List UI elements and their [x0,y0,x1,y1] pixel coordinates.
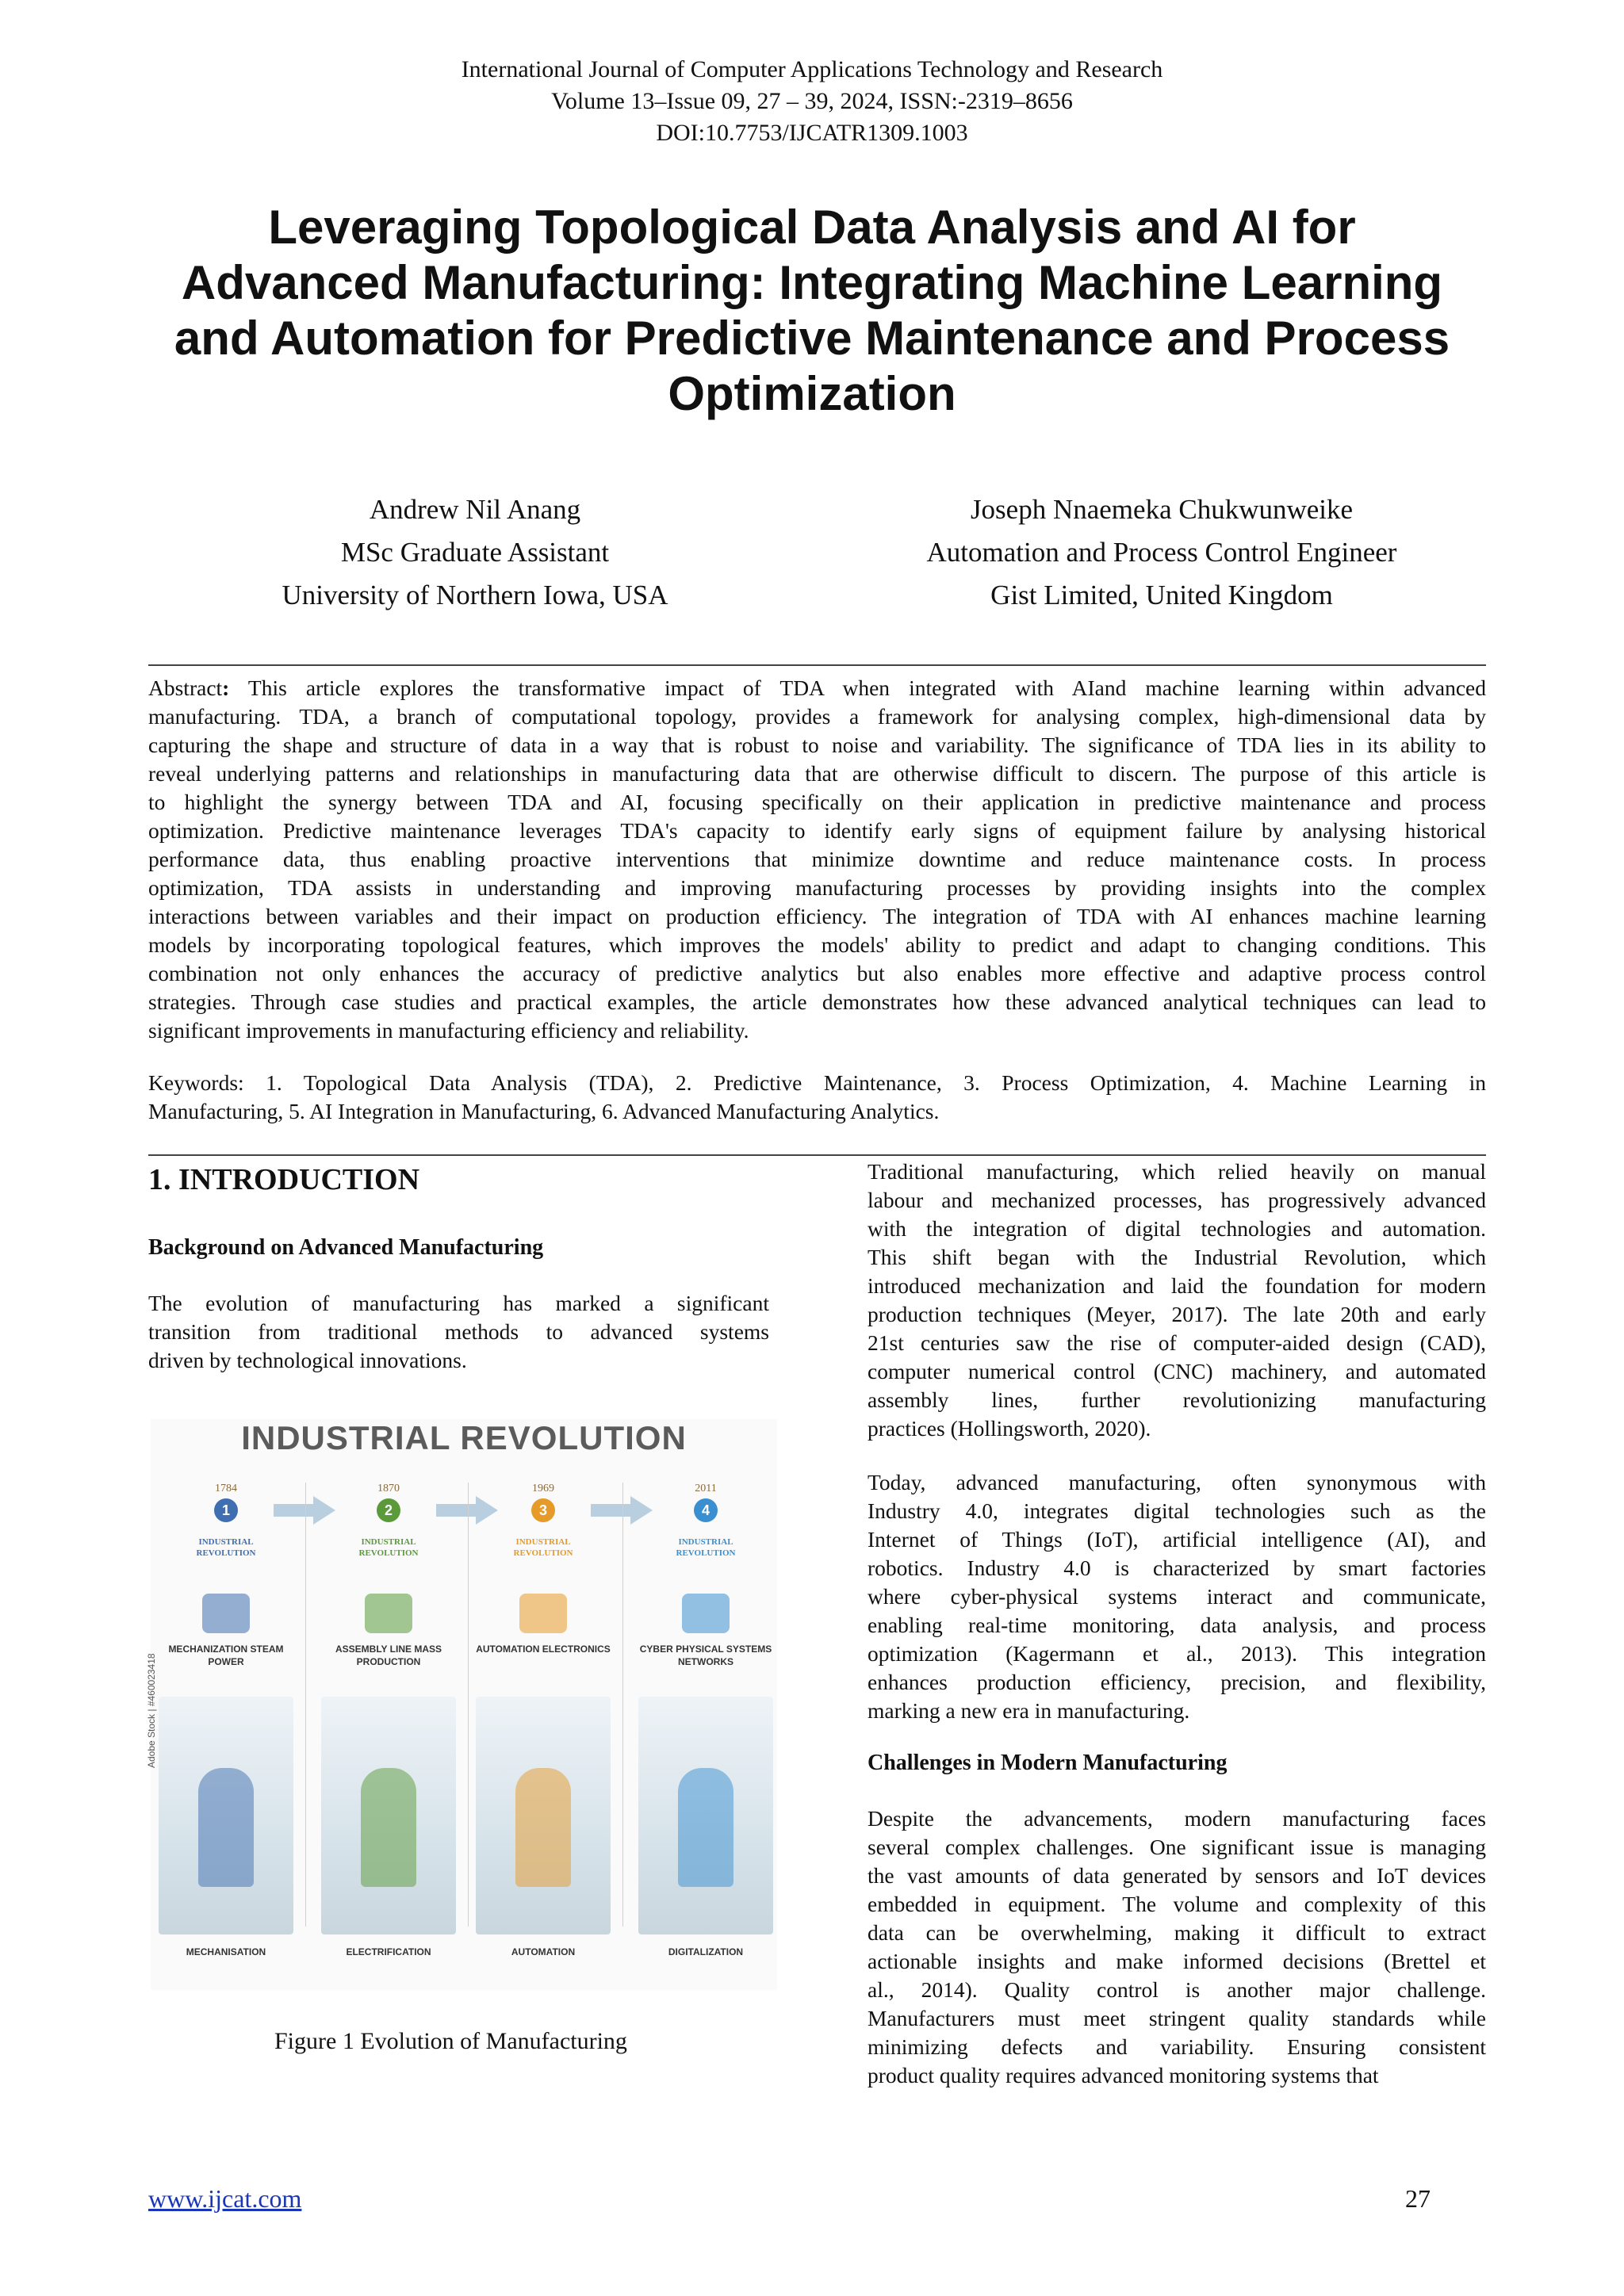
abstract-line: interactions between variables and their impact on production efficiency. The integration of TDA with AI enhances machine learning [148,904,1486,928]
text-line: introduced mechanization and laid the foundation for modern [868,1273,1486,1298]
text-line: Today, advanced manufacturing, often synonymous with [868,1470,1486,1494]
text-line: with the integration of digital technologies and automation. [868,1216,1486,1241]
stage-label: INDUSTRIAL REVOLUTION [358,1537,419,1558]
title-line: Advanced Manufacturing: Integrating Machine Learning [181,256,1443,309]
text-line: assembly lines, further revolutionizing manufacturing [868,1387,1486,1412]
stage-machine-icon [519,1594,567,1633]
stage-technology: MECHANIZATION STEAM POWER [168,1644,284,1667]
stage-number: 4 [694,1498,718,1522]
journal-name: International Journal of Computer Applications Technology and Research [461,56,1163,82]
figure-caption: Figure 1 Evolution of Manufacturing [274,2028,627,2054]
stage-divider [305,1483,306,1927]
text-line: 21st centuries saw the rise of computer-aided design (CAD), [868,1330,1486,1355]
keywords-line: Manufacturing, 5. AI Integration in Manufacturing, 6. Advanced Manufacturing Analytics. [148,1099,940,1123]
text-line: several complex challenges. One significant issue is managing [868,1835,1486,1859]
title-line: Optimization [668,367,956,420]
divider [148,1154,1486,1156]
stage-label: INDUSTRIAL REVOLUTION [513,1537,573,1558]
text-line: marking a new era in manufacturing. [868,1698,1190,1723]
subsection-heading: Background on Advanced Manufacturing [148,1235,544,1260]
author-affiliation: University of Northern Iowa, USA [282,580,668,610]
text-line: practices (Hollingsworth, 2020). [868,1416,1151,1441]
stage-number: 2 [377,1498,400,1522]
page-number: 27 [1405,2184,1431,2213]
text-line: enabling real-time monitoring, data analysis, and process [868,1613,1486,1637]
stage-figure-icon [678,1768,733,1887]
text-line: robotics. Industry 4.0 is characterized by smart factories [868,1556,1486,1580]
text-line: This shift began with the Industrial Revolution, which [868,1245,1486,1269]
divider [148,664,1486,666]
text-line: transition from traditional methods to advanced systems [148,1319,769,1344]
stage-number: 1 [214,1498,238,1522]
text-line: where cyber-physical systems interact and communicate, [868,1584,1486,1609]
author-affiliation: Gist Limited, United Kingdom [990,580,1333,610]
abstract-line: combination not only enhances the accuracy of predictive analytics but also enables more effective and adaptive process control [148,961,1486,985]
text-line: Despite the advancements, modern manufacturing faces [868,1806,1486,1831]
abstract-text: This article explores the transformative impact of TDA when integrated with AIand machine learning within advanced [229,675,1486,700]
stage-machine-icon [365,1594,412,1633]
abstract-line: models by incorporating topological features, which improves the models' ability to predict and adapt to changing conditions. This [148,932,1486,957]
text-line: Manufacturers must meet stringent quality standards while [868,2006,1486,2030]
author-block-1 [197,488,753,617]
stage-machine-icon [202,1594,250,1633]
stage-figure-icon [198,1768,254,1887]
stage-year: 1870 [377,1483,400,1494]
stage-machine-icon [682,1594,730,1633]
author-role: MSc Graduate Assistant [340,537,610,568]
stage-number: 3 [531,1498,555,1522]
stage-year: 1969 [532,1483,554,1494]
stage-scene-label: DIGITALIZATION [668,1946,744,1957]
text-line: optimization (Kagermann et al., 2013). This integration [868,1641,1486,1666]
abstract-line: significant improvements in manufacturing efficiency and reliability. [148,1018,749,1043]
abstract-label: Abstract [148,675,223,700]
text-line: production techniques (Meyer, 2017). The late 20th and early [868,1302,1486,1326]
stage-figure-icon [515,1768,571,1887]
doi: DOI:10.7753/IJCATR1309.1003 [656,120,968,146]
stage-divider [622,1483,623,1927]
figure-industrial-revolution [146,1419,777,1990]
title-line: Leveraging Topological Data Analysis and AI for [268,201,1356,254]
stage-technology: ASSEMBLY LINE MASS PRODUCTION [335,1644,442,1667]
stage-divider [468,1483,469,1927]
abstract-line: manufacturing. TDA, a branch of computational topology, provides a framework for analysing complex, high-dimensional data by [148,704,1486,729]
abstract-colon: : [222,675,230,700]
stage-label: INDUSTRIAL REVOLUTION [676,1537,736,1558]
text-line: actionable insights and make informed decisions (Brettel et [868,1949,1486,1973]
stage-label: INDUSTRIAL REVOLUTION [196,1537,256,1558]
text-line: embedded in equipment. The volume and complexity of this [868,1892,1486,1916]
text-line: enhances production efficiency, precision, and flexibility, [868,1670,1486,1694]
text-line: product quality requires advanced monitoring systems that [868,2063,1379,2087]
abstract-line: strategies. Through case studies and practical examples, the article demonstrates how these advanced analytical techniques can lead to [148,989,1486,1014]
figure-title: INDUSTRIAL REVOLUTION [241,1419,687,1456]
abstract-line: performance data, thus enabling proactive interventions that minimize downtime and reduce maintenance costs. In process [148,847,1486,871]
author-block-2 [884,488,1439,617]
text-line: driven by technological innovations. [148,1348,467,1372]
keywords-line: Keywords: 1. Topological Data Analysis (TDA), 2. Predictive Maintenance, 3. Process Optimization, 4. Machine Learning in [148,1070,1486,1095]
stage-year: 1784 [215,1483,237,1494]
stage-figure-icon [361,1768,416,1887]
stage-scene-label: AUTOMATION [511,1946,576,1957]
stage-technology: CYBER PHYSICAL SYSTEMS NETWORKS [639,1644,772,1667]
abstract-line [148,674,1486,702]
text-line: al., 2014). Quality control is another major challenge. [868,1977,1486,2002]
text-line: minimizing defects and variability. Ensuring consistent [868,2034,1486,2059]
abstract-line: to highlight the synergy between TDA and AI, focusing specifically on their application in predictive maintenance and process [148,790,1486,814]
text-line: the vast amounts of data generated by sensors and IoT devices [868,1863,1486,1888]
text-line: computer numerical control (CNC) machinery, and automated [868,1359,1486,1383]
author-name: Andrew Nil Anang [369,494,581,525]
stage-technology: AUTOMATION ELECTRONICS [476,1644,611,1655]
text-line: Traditional manufacturing, which relied heavily on manual [868,1159,1486,1184]
journal-link[interactable]: www.ijcat.com [148,2184,302,2213]
text-line: Internet of Things (IoT), artificial intelligence (AI), and [868,1527,1486,1552]
text-line: The evolution of manufacturing has marked a significant [148,1291,769,1315]
abstract-line: capturing the shape and structure of data in a way that is robust to noise and variability. The significance of TDA lies in its ability to [148,733,1486,757]
text-line: Industry 4.0, integrates digital technologies such as the [868,1498,1486,1523]
stage-year: 2011 [695,1483,717,1494]
title-line: and Automation for Predictive Maintenance and Process [174,312,1450,365]
stage-scene-label: MECHANISATION [186,1946,266,1957]
author-role: Automation and Process Control Engineer [926,537,1397,568]
section-heading: 1. INTRODUCTION [148,1163,420,1196]
subsection-heading: Challenges in Modern Manufacturing [868,1751,1228,1775]
stage-scene-label: ELECTRIFICATION [346,1946,431,1957]
volume-info: Volume 13–Issue 09, 27 – 39, 2024, ISSN:-2319–8656 [551,88,1073,114]
text-line: data can be overwhelming, making it difficult to extract [868,1920,1486,1945]
author-name: Joseph Nnaemeka Chukwunweike [970,494,1354,525]
stock-watermark: Adobe Stock | #460023418 [146,1653,157,1768]
abstract-line: reveal underlying patterns and relationships in manufacturing data that are otherwise difficult to discern. The purpose of this article is [148,761,1486,786]
abstract-line: optimization, TDA assists in understanding and improving manufacturing processes by providing insights into the complex [148,875,1486,900]
abstract-line: optimization. Predictive maintenance leverages TDA's capacity to identify early signs of equipment failure by analysing historical [148,818,1486,843]
text-line: labour and mechanized processes, has progressively advanced [868,1188,1486,1212]
